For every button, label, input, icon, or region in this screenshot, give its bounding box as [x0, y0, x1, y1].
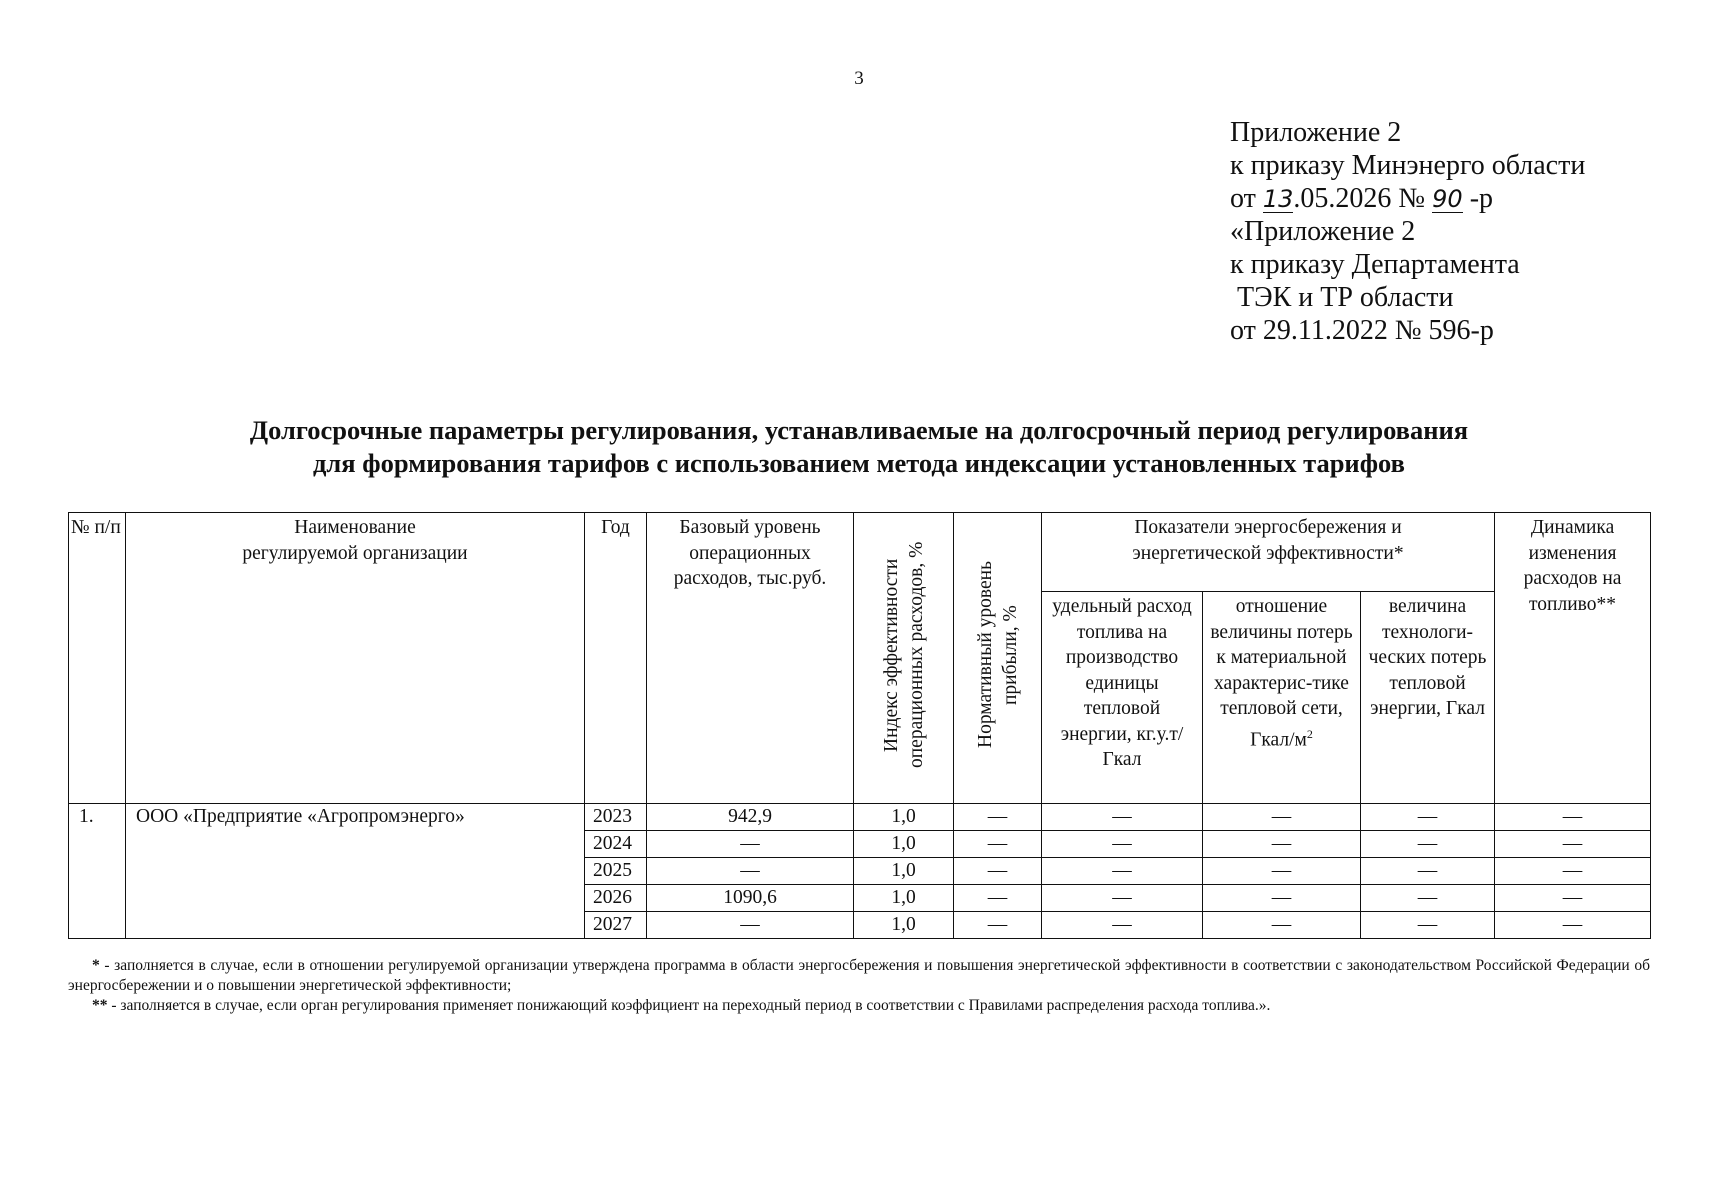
- tech-losses-cell: —: [1361, 804, 1495, 831]
- loss-ratio-cell: —: [1203, 912, 1361, 939]
- base-opex-cell: —: [647, 831, 854, 858]
- efficiency-index-cell: 1,0: [854, 858, 954, 885]
- tech-losses-cell: —: [1361, 912, 1495, 939]
- org-name-cell: ООО «Предприятие «Агропромэнерго»: [126, 804, 585, 939]
- fuel-rate-cell: —: [1042, 858, 1203, 885]
- loss-ratio-cell: —: [1203, 831, 1361, 858]
- header-profit-level: [954, 513, 1042, 804]
- header-number: № п/п: [69, 513, 126, 804]
- tech-losses-cell: —: [1361, 858, 1495, 885]
- appendix-line: ТЭК и ТР области: [1230, 282, 1454, 313]
- tech-losses-cell: —: [1361, 885, 1495, 912]
- profit-level-cell: —: [954, 858, 1042, 885]
- efficiency-index-cell: 1,0: [854, 804, 954, 831]
- footnote-1: [68, 956, 1650, 996]
- base-opex-cell: —: [647, 858, 854, 885]
- handwritten-order-number: 90: [1432, 185, 1463, 213]
- appendix-date-mid: .05.2026 №: [1293, 183, 1433, 214]
- appendix-date-line: [1230, 182, 1585, 215]
- handwritten-day: 13: [1262, 185, 1294, 213]
- appendix-line: к приказу Минэнерго области: [1230, 150, 1586, 181]
- year-cell: 2025: [585, 858, 647, 885]
- header-year: Год: [585, 513, 647, 804]
- footnotes: [68, 956, 1650, 1016]
- fuel-rate-cell: —: [1042, 912, 1203, 939]
- efficiency-index-cell: 1,0: [854, 831, 954, 858]
- title-line: Долгосрочные параметры регулирования, устанавливаемые на долгосрочный период регулирования: [249, 415, 1469, 445]
- base-opex-cell: 1090,6: [647, 885, 854, 912]
- appendix-line: от 29.11.2022 № 596-р: [1230, 315, 1494, 346]
- org-number-cell: 1.: [69, 804, 126, 939]
- footnote-1-text: - заполняется в случае, если в отношении регулируемой организации утверждена программа в области энергосбережения и повышения энергетической эффективности в соответствии с законодательством Российской Федерации об энергосбережении и о повышении энергетической эффективности;: [68, 957, 1650, 994]
- page-number: 3: [854, 68, 864, 89]
- year-cell: 2024: [585, 831, 647, 858]
- fuel-rate-cell: —: [1042, 885, 1203, 912]
- footnote-1-mark: *: [92, 957, 100, 974]
- fuel-dynamics-cell: —: [1495, 858, 1651, 885]
- fuel-rate-cell: —: [1042, 831, 1203, 858]
- fuel-dynamics-cell: —: [1495, 885, 1651, 912]
- footnote-2: [68, 996, 1650, 1016]
- profit-level-cell: —: [954, 912, 1042, 939]
- year-cell: 2026: [585, 885, 647, 912]
- loss-ratio-cell: —: [1203, 804, 1361, 831]
- footnote-2-mark: **: [92, 997, 108, 1014]
- header-base-opex: Базовый уровень операционных расходов, тыс.руб.: [647, 513, 854, 804]
- title-line: для формирования тарифов с использованием метода индексации установленных тарифов: [313, 448, 1405, 478]
- profit-level-cell: —: [954, 831, 1042, 858]
- appendix-line: «Приложение 2: [1230, 216, 1416, 247]
- header-loss-ratio: [1203, 592, 1361, 804]
- footnote-2-text: - заполняется в случае, если орган регулирования применяет понижающий коэффициент на переходный период в соответствии с Правилами распределения расхода топлива.».: [107, 997, 1271, 1014]
- appendix-block: [1230, 116, 1585, 347]
- header-loss-ratio-superscript: 2: [1306, 726, 1313, 741]
- efficiency-index-cell: 1,0: [854, 885, 954, 912]
- document-title: [0, 414, 1718, 480]
- fuel-dynamics-cell: —: [1495, 804, 1651, 831]
- header-loss-ratio-text: отношение величины потерь к материальной характерис-тике тепловой сети, Гкал/м: [1210, 596, 1353, 750]
- base-opex-cell: 942,9: [647, 804, 854, 831]
- profit-level-cell: —: [954, 885, 1042, 912]
- header-fuel-rate: удельный расход топлива на производство единицы тепловой энергии, кг.у.т/Гкал: [1042, 592, 1203, 804]
- header-fuel-dynamics: Динамика изменения расходов на топливо**: [1495, 513, 1651, 804]
- year-cell: 2027: [585, 912, 647, 939]
- parameters-table: [68, 512, 1651, 939]
- fuel-rate-cell: —: [1042, 804, 1203, 831]
- header-tech-losses: величина технологи-ческих потерь тепловой энергии, Гкал: [1361, 592, 1495, 804]
- loss-ratio-cell: —: [1203, 858, 1361, 885]
- fuel-dynamics-cell: —: [1495, 831, 1651, 858]
- fuel-dynamics-cell: —: [1495, 912, 1651, 939]
- appendix-date-prefix: от: [1230, 183, 1263, 214]
- efficiency-index-cell: 1,0: [854, 912, 954, 939]
- year-cell: 2023: [585, 804, 647, 831]
- tech-losses-cell: —: [1361, 831, 1495, 858]
- loss-ratio-cell: —: [1203, 885, 1361, 912]
- appendix-line: к приказу Департамента: [1230, 249, 1520, 280]
- header-organization: Наименование регулируемой организации: [126, 513, 585, 804]
- header-efficiency-index-text: Индекс эффективности операционных расходов, %: [880, 541, 927, 769]
- base-opex-cell: —: [647, 912, 854, 939]
- header-energy-group: Показатели энергосбережения и энергетической эффективности*: [1042, 513, 1495, 592]
- appendix-date-suffix: -р: [1462, 183, 1494, 214]
- header-profit-level-text: Нормативный уровень прибыли, %: [974, 561, 1021, 749]
- header-efficiency-index: [854, 513, 954, 804]
- appendix-line: Приложение 2: [1230, 117, 1402, 148]
- profit-level-cell: —: [954, 804, 1042, 831]
